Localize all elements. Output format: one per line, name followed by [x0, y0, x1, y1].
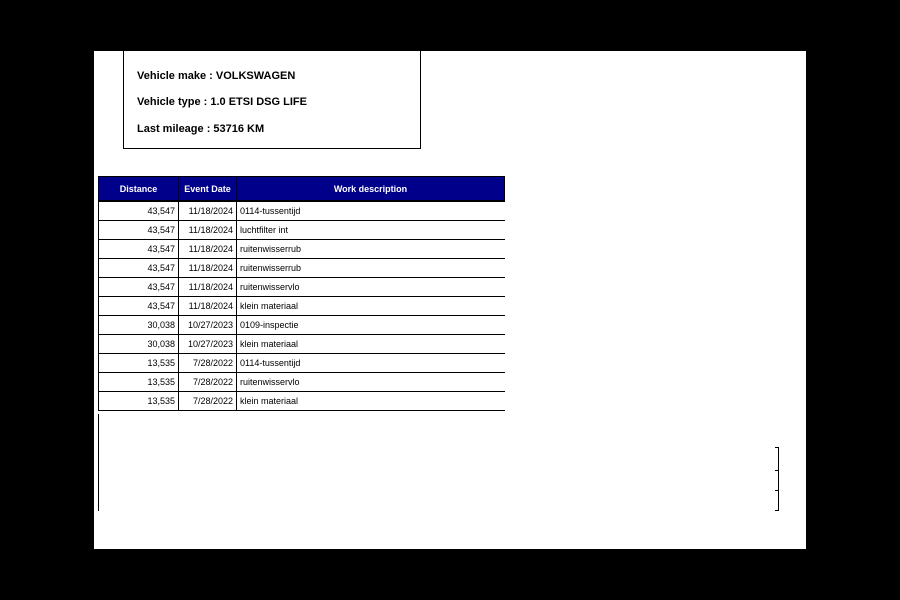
cell-description: klein materiaal: [237, 335, 505, 354]
cell-description: ruitenwisserrub: [237, 259, 505, 278]
cell-date: 11/18/2024: [179, 240, 237, 259]
cell-date: 10/27/2023: [179, 316, 237, 335]
table-row: [99, 297, 505, 316]
cell-distance: 30,038: [99, 316, 179, 335]
cell-date: 11/18/2024: [179, 221, 237, 240]
cell-description: ruitenwisservlo: [237, 278, 505, 297]
cell-distance: 43,547: [99, 259, 179, 278]
table-row: [99, 373, 505, 392]
header-event-date: Event Date: [179, 177, 237, 202]
right-frame-bracket: [776, 447, 779, 511]
header-distance: Distance: [99, 177, 179, 202]
table-row: [99, 221, 505, 240]
vehicle-info-box: [123, 51, 421, 149]
table-row: [99, 335, 505, 354]
cell-description: 0114-tussentijd: [237, 354, 505, 373]
cell-date: 11/18/2024: [179, 278, 237, 297]
bracket-tick: [775, 510, 779, 511]
vehicle-make: Vehicle make : VOLKSWAGEN: [137, 70, 296, 82]
cell-description: klein materiaal: [237, 392, 505, 411]
table-header-row: [99, 177, 505, 202]
cell-description: 0109-inspectie: [237, 316, 505, 335]
table-row: [99, 278, 505, 297]
table-row: [99, 354, 505, 373]
cell-distance: 13,535: [99, 354, 179, 373]
bracket-tick: [775, 470, 779, 471]
table-row: [99, 201, 505, 221]
cell-date: 7/28/2022: [179, 373, 237, 392]
service-history-table: [98, 176, 505, 411]
cell-distance: 43,547: [99, 240, 179, 259]
cell-date: 7/28/2022: [179, 392, 237, 411]
cell-description: luchtfilter int: [237, 221, 505, 240]
cell-description: klein materiaal: [237, 297, 505, 316]
left-frame-line: [98, 414, 99, 511]
cell-date: 11/18/2024: [179, 297, 237, 316]
header-work-description: Work description: [237, 177, 505, 202]
cell-distance: 43,547: [99, 297, 179, 316]
table-row: [99, 240, 505, 259]
vehicle-type: Vehicle type : 1.0 ETSI DSG LIFE: [137, 96, 307, 108]
cell-description: ruitenwisservlo: [237, 373, 505, 392]
table-row: [99, 392, 505, 411]
table-body: [99, 201, 505, 411]
cell-distance: 43,547: [99, 221, 179, 240]
cell-description: 0114-tussentijd: [237, 201, 505, 221]
bracket-tick: [775, 490, 779, 491]
bracket-tick: [775, 447, 779, 448]
cell-date: 7/28/2022: [179, 354, 237, 373]
cell-distance: 43,547: [99, 278, 179, 297]
table-row: [99, 259, 505, 278]
document-page: [94, 51, 806, 549]
cell-date: 11/18/2024: [179, 201, 237, 221]
cell-distance: 13,535: [99, 392, 179, 411]
table-row: [99, 316, 505, 335]
cell-distance: 13,535: [99, 373, 179, 392]
cell-date: 11/18/2024: [179, 259, 237, 278]
cell-distance: 43,547: [99, 201, 179, 221]
last-mileage: Last mileage : 53716 KM: [137, 123, 265, 135]
cell-description: ruitenwisserrub: [237, 240, 505, 259]
cell-distance: 30,038: [99, 335, 179, 354]
cell-date: 10/27/2023: [179, 335, 237, 354]
